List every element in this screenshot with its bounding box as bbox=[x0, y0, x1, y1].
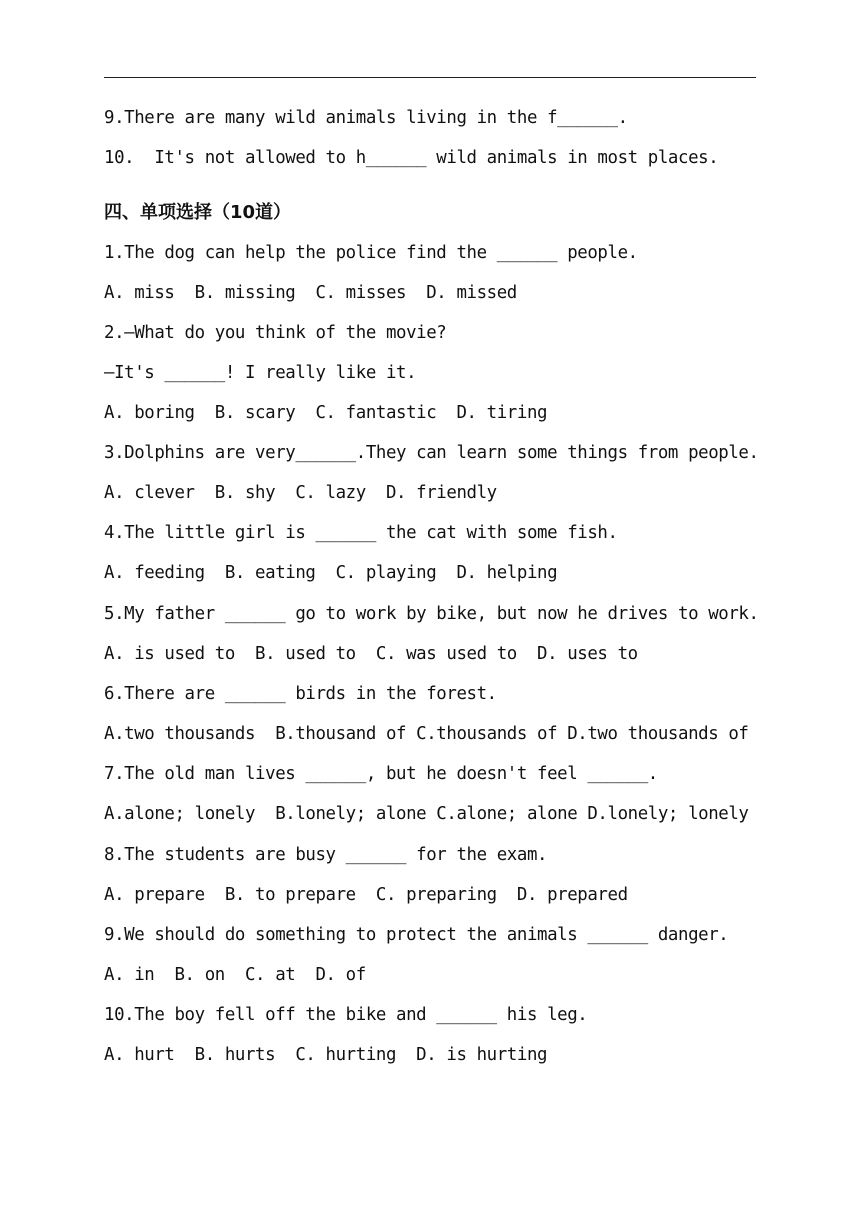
fill-in-question-10: 10. It's not allowed to h______ wild animals in most places. bbox=[104, 148, 719, 168]
mcq-9-question: 9.We should do something to protect the animals ______ danger. bbox=[104, 925, 729, 945]
mcq-5-question: 5.My father ______ go to work by bike, but now he drives to work. bbox=[104, 604, 759, 624]
mcq-9-options: A. in B. on C. at D. of bbox=[104, 965, 366, 985]
mcq-6-question: 6.There are ______ birds in the forest. bbox=[104, 684, 497, 704]
fill-in-question-9: 9.There are many wild animals living in the f______. bbox=[104, 108, 628, 128]
header-rule bbox=[104, 77, 756, 78]
mcq-2-options: A. boring B. scary C. fantastic D. tiring bbox=[104, 403, 548, 423]
mcq-6-options: A.two thousands B.thousand of C.thousands of D.two thousands of bbox=[104, 724, 749, 744]
mcq-8-question: 8.The students are busy ______ for the exam. bbox=[104, 845, 548, 865]
section-title: 四、单项选择（10道） bbox=[104, 202, 292, 223]
mcq-3-options: A. clever B. shy C. lazy D. friendly bbox=[104, 483, 497, 503]
mcq-10-question: 10.The boy fell off the bike and ______ his leg. bbox=[104, 1005, 588, 1025]
mcq-7-options: A.alone; lonely B.lonely; alone C.alone; alone D.lonely; lonely bbox=[104, 804, 749, 824]
mcq-4-question: 4.The little girl is ______ the cat with some fish. bbox=[104, 523, 618, 543]
mcq-10-options: A. hurt B. hurts C. hurting D. is hurting bbox=[104, 1045, 548, 1065]
mcq-7-question: 7.The old man lives ______, but he doesn't feel ______. bbox=[104, 764, 658, 784]
mcq-2-question: 2.—What do you think of the movie? bbox=[104, 323, 447, 343]
mcq-2-question-line2: —It's ______! I really like it. bbox=[104, 363, 417, 383]
mcq-1-options: A. miss B. missing C. misses D. missed bbox=[104, 283, 517, 303]
mcq-5-options: A. is used to B. used to C. was used to D. uses to bbox=[104, 644, 638, 664]
mcq-3-question: 3.Dolphins are very______.They can learn some things from people. bbox=[104, 443, 759, 463]
mcq-8-options: A. prepare B. to prepare C. preparing D. prepared bbox=[104, 885, 628, 905]
mcq-1-question: 1.The dog can help the police find the ______ people. bbox=[104, 243, 638, 263]
mcq-4-options: A. feeding B. eating C. playing D. helping bbox=[104, 563, 558, 583]
